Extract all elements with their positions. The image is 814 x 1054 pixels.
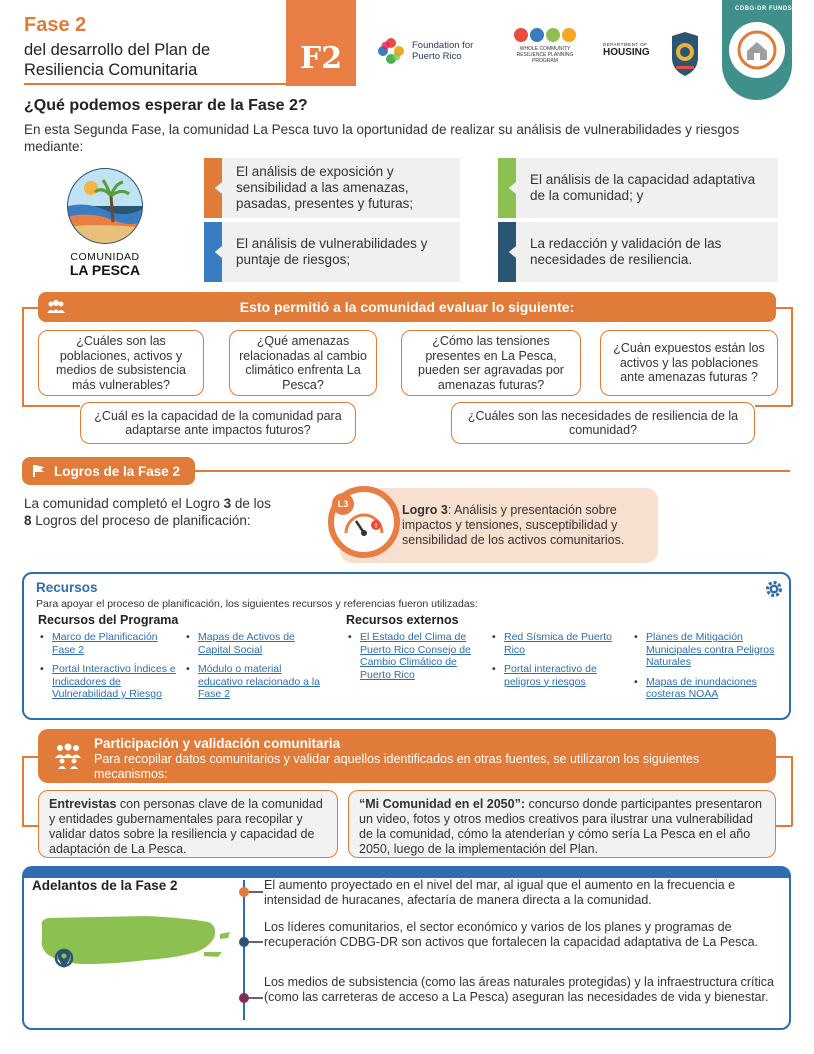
evaluate-header	[38, 292, 776, 322]
connector-line	[22, 307, 38, 309]
intro-text: En esta Segunda Fase, la comunidad La Pesca tuvo la oportunidad de realizar su análisis de vulnerabilidades y riesgos mediante:	[24, 122, 740, 154]
analysis-item	[204, 222, 460, 282]
adelanto-item: Los medios de subsistencia (como las áreas naturales protegidas) y la infraestructura crítica (como las carreteras de acceso a La Pesca) aseguran las necesidades de vida y bienestar.	[264, 975, 774, 1004]
whole-community-logo	[505, 28, 585, 64]
recursos-programa-list-1	[38, 631, 178, 708]
mechanism-text: con personas clave de la comunidad y entidades gubernamentales para recopilar y validar datos sobre la resiliencia y capacidad de adaptación de La Pesca.	[49, 797, 323, 856]
connector-line	[22, 756, 38, 758]
connector-line	[776, 307, 792, 309]
logro-card-bold: Logro 3	[402, 503, 448, 517]
government-seal-icon	[668, 30, 702, 78]
analysis-item	[204, 158, 460, 218]
mechanism-title: “Mi Comunidad en el 2050”:	[359, 797, 526, 811]
analysis-bar	[204, 158, 222, 218]
evaluate-title: Esto permitió a la comunidad evaluar lo siguiente:	[239, 299, 575, 315]
foundation-pr-text: Foundation for Puerto Rico	[412, 40, 474, 62]
flag-icon	[32, 464, 46, 478]
connector-line	[22, 825, 38, 827]
gear-icon	[765, 580, 783, 598]
logros-title: Logros de la Fase 2	[54, 463, 181, 479]
mechanism-card	[348, 790, 776, 858]
logro-card-body: : Análisis y presentación sobre impactos y tensiones, susceptibilidad y sensibilidad de los activos comunitarios.	[402, 503, 625, 547]
phase-title: Fase 2	[24, 14, 87, 36]
community-name: LA PESCA	[69, 262, 141, 278]
adelantos-top-border	[22, 866, 791, 878]
question-box: ¿Cuál es la capacidad de la comunidad para adaptarse ante impactos futuros?	[80, 402, 356, 444]
resource-link[interactable]: • Mapas de Activos de Capital Social	[184, 631, 324, 656]
analysis-text: El análisis de exposición y sensibilidad a las amenazas, pasadas, presentes y futuras;	[236, 164, 414, 211]
housing-text: HOUSING	[603, 47, 650, 58]
resource-link[interactable]: • Marco de Planificación Fase 2	[38, 631, 178, 656]
participacion-title: Participación y validación comunitaria	[94, 736, 341, 751]
connector-line	[791, 756, 793, 826]
resource-link[interactable]: • Planes de Mitigación Municipales contra Peligros Naturales	[632, 631, 782, 669]
foundation-pr-logo	[376, 36, 484, 66]
question-box: ¿Cuáles son las necesidades de resiliencia de la comunidad?	[451, 402, 755, 444]
mechanism-text: concurso donde participantes presentaron un video, fotos y otros medios creativos para ilustrar una vulnerabilidad de la comunidad, cómo la atenderían y cómo sería La Pesca en el año 2050, luego de la implementación del Plan.	[359, 797, 762, 856]
recursos-externos-title: Recursos externos	[346, 613, 459, 627]
recursos-externos-list-2	[490, 631, 630, 695]
logro-description	[24, 496, 274, 529]
connector-line	[776, 825, 792, 827]
resource-link[interactable]: • Portal Interactivo Índices e Indicadores de Vulnerabilidad y Riesgo	[38, 663, 178, 701]
connector-line	[22, 756, 24, 826]
connector-line	[22, 307, 24, 406]
analysis-text: El análisis de la capacidad adaptativa de la comunidad; y	[530, 172, 756, 203]
mechanism-title: Entrevistas	[49, 797, 117, 811]
adelantos-title: Adelantos de la Fase 2	[32, 878, 178, 893]
resource-link[interactable]: • Mapas de inundaciones costeras NOAA	[632, 676, 782, 701]
resource-link[interactable]: • Portal interactivo de peligros y riesgos	[490, 663, 630, 688]
logro-total: 8	[24, 512, 32, 528]
recursos-subtitle: Para apoyar el proceso de planificación, los siguientes recursos y referencias fueron utilizadas:	[36, 598, 478, 610]
recursos-externos-list-1	[346, 631, 490, 688]
logro-text-a: La comunidad completó el Logro	[24, 496, 224, 511]
community-logo	[60, 166, 150, 278]
resource-link[interactable]: • Módulo o material educativo relacionado a la Fase 2	[184, 663, 324, 701]
section-title: ¿Qué podemos esperar de la Fase 2?	[24, 97, 308, 114]
logro-number: 3	[223, 496, 232, 511]
recursos-externos-list-3	[632, 631, 782, 708]
recursos-title: Recursos	[36, 580, 98, 595]
logro-badge: L3	[332, 493, 354, 515]
flower-icon	[376, 36, 406, 66]
connector-line	[791, 307, 793, 406]
analysis-text: El análisis de vulnerabilidades y puntaje de riesgos;	[236, 236, 428, 267]
timeline-dot	[239, 937, 249, 947]
logro-text-c: Logros del proceso de planificación:	[31, 512, 251, 528]
timeline-dot	[239, 887, 249, 897]
adelanto-item: Los líderes comunitarios, el sector económico y varios de los planes y programas de recuperación CDBG-DR son activos que fortalecen la capacidad adaptativa de La Pesca.	[264, 920, 759, 949]
housing-dept-text: DEPARTMENT OF	[603, 42, 648, 47]
logro-text-b: de los	[231, 496, 271, 511]
whole-community-text: WHOLE COMMUNITY RESILIENCE PLANNING PROGRAM	[516, 46, 574, 64]
logros-header	[22, 457, 195, 485]
logro-card-text	[402, 503, 652, 548]
house-icon	[737, 30, 777, 70]
connector-line	[776, 756, 792, 758]
puerto-rico-map-icon	[36, 912, 232, 978]
analysis-bar	[498, 158, 516, 218]
recursos-programa-list-2	[184, 631, 324, 708]
question-box: ¿Cuán expuestos están los activos y las poblaciones ante amenazas futuras ?	[600, 330, 778, 396]
resource-link[interactable]: • El Estado del Clima de Puerto Rico Consejo de Cambio Climático de Puerto Rico	[346, 631, 490, 681]
question-box: ¿Cómo las tensiones presentes en La Pesca, pueden ser agravadas por amenazas futuras?	[401, 330, 581, 396]
analysis-bar	[204, 222, 222, 282]
cdbg-funds-tab	[722, 0, 792, 100]
participacion-subtitle: Para recopilar datos comunitarios y validar aquellos identificados en otras fuentes, se utilizaron los siguientes mecanismos:	[94, 752, 700, 781]
svg-text:!: !	[374, 523, 378, 530]
mechanism-card	[38, 790, 338, 858]
recursos-programa-title: Recursos del Programa	[38, 613, 179, 627]
phase-badge: F2	[286, 0, 356, 86]
logros-divider	[195, 470, 790, 472]
community-label: COMUNIDAD	[70, 251, 140, 263]
analysis-text: La redacción y validación de las necesidades de resiliencia.	[530, 236, 722, 267]
cdbg-funds-text: CDBG-DR FUNDS	[735, 6, 793, 12]
resource-link[interactable]: • Red Sísmica de Puerto Rico	[490, 631, 630, 656]
analysis-item	[498, 158, 778, 218]
phase-subtitle: del desarrollo del Plan de Resiliencia Comunitaria	[24, 41, 211, 79]
connector-line	[755, 405, 792, 407]
adelanto-item: El aumento proyectado en el nivel del mar, al igual que el aumento en la frecuencia e intensidad de huracanes, afectaría de manera directa a la comunidad.	[264, 878, 736, 907]
header-divider	[24, 83, 286, 85]
connector-line	[22, 405, 80, 407]
people-icon	[46, 299, 66, 315]
housing-logo	[603, 42, 650, 58]
timeline-dot	[239, 993, 249, 1003]
group-people-icon	[52, 742, 84, 770]
question-box: ¿Qué amenazas relacionadas al cambio climático enfrenta La Pesca?	[229, 330, 377, 396]
question-box: ¿Cuáles son las poblaciones, activos y medios de subsistencia más vulnerables?	[38, 330, 204, 396]
la-pesca-emblem-icon	[63, 166, 147, 244]
analysis-item	[498, 222, 778, 282]
analysis-bar	[498, 222, 516, 282]
timeline-dash	[249, 997, 263, 999]
timeline-dash	[249, 891, 263, 893]
timeline-dash	[249, 941, 263, 943]
